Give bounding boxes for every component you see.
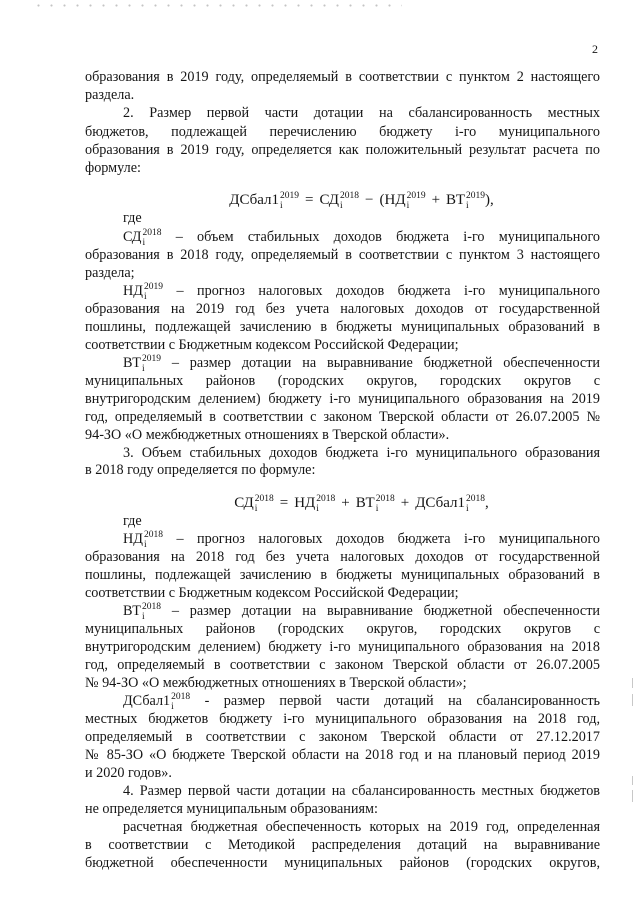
symbol-sub: i xyxy=(466,201,469,211)
where-label: где xyxy=(123,210,142,226)
definition-symbol xyxy=(123,282,163,300)
symbol-sup: 2018 xyxy=(340,191,360,201)
symbol-sub: i xyxy=(280,201,283,211)
text-line: год, определяемый в соответствии с законом Тверской области от 26.07.2005 № xyxy=(85,409,600,425)
symbol-sub: i xyxy=(171,702,174,712)
symbol-sup: 2019 xyxy=(406,191,426,201)
definition-text: – размер дотации на выравнивание бюджетной обеспеченности xyxy=(171,603,600,619)
paragraph-3-first-line: 3. Объем стабильных доходов бюджета i-го муниципального образования xyxy=(123,445,600,461)
formula-dsbal1-2019 xyxy=(123,189,600,211)
symbol-sub: i xyxy=(316,504,319,514)
symbol-scripts xyxy=(466,191,486,211)
formula-close: , xyxy=(485,495,489,511)
symbol-scripts xyxy=(340,191,360,211)
definition-line xyxy=(123,228,600,246)
text-line: бюджетной обеспеченности муниципальных районов (городских округов, xyxy=(85,855,600,871)
symbol-sup: 2019 xyxy=(143,282,163,292)
text-line: образования в 2018 году, определяемый в соответствии с пунктом 3 настоящего xyxy=(85,247,600,263)
text-line: раздела; xyxy=(85,265,135,281)
definition-line xyxy=(123,602,600,620)
definition-text: – размер дотации на выравнивание бюджетной обеспеченности xyxy=(171,355,600,371)
symbol-sup: 2018 xyxy=(141,602,161,612)
symbol-sub: i xyxy=(141,612,145,622)
text-line: бюджетов, подлежащей перечислению бюджету i-го муниципального xyxy=(85,124,600,140)
text-line: образования в 2019 году, определяется как положительный результат расчета по xyxy=(85,142,600,158)
symbol-base: ВТ xyxy=(123,603,141,619)
formula-operator: = xyxy=(305,192,314,208)
formula-symbol xyxy=(229,189,299,211)
symbol-sub: i xyxy=(340,201,343,211)
symbol-base: ВТ xyxy=(446,192,466,208)
formula-symbol xyxy=(384,189,425,211)
symbol-base: ВТ xyxy=(123,355,141,371)
formula-operator: + xyxy=(400,495,410,511)
symbol-sup: 2018 xyxy=(171,692,191,702)
symbol-base: НД xyxy=(123,283,143,299)
definition-line xyxy=(123,692,600,710)
formula-operator: + xyxy=(341,495,350,511)
scan-artifact-dots xyxy=(32,4,402,7)
text-line: формуле: xyxy=(85,160,141,176)
formula-sd-2018 xyxy=(123,492,600,514)
symbol-sup: 2019 xyxy=(280,191,300,201)
symbol-sub: i xyxy=(375,504,379,514)
symbol-sub: i xyxy=(143,292,147,302)
text-line: соответствии с Бюджетным кодексом Российской Федерации; xyxy=(85,337,459,353)
symbol-scripts xyxy=(142,228,162,248)
symbol-scripts xyxy=(280,191,300,211)
symbol-sup: 2019 xyxy=(466,191,486,201)
formula-close: ), xyxy=(485,192,494,208)
definition-symbol xyxy=(123,602,161,620)
text-line: определяемый в соответствии с законом Тверской области от 27.12.2017 xyxy=(85,729,600,745)
symbol-base: СД xyxy=(234,495,254,511)
symbol-sup: 2018 xyxy=(143,530,163,540)
symbol-scripts xyxy=(143,530,163,550)
symbol-sub: i xyxy=(143,540,147,550)
symbol-base: НД xyxy=(294,495,316,511)
symbol-sub: i xyxy=(406,201,410,211)
symbol-scripts xyxy=(466,494,486,514)
symbol-base: ДСбал1 xyxy=(229,192,280,208)
symbol-scripts xyxy=(141,354,161,374)
text-line: внутригородским делением) бюджету i-го муниципального образования на 2019 xyxy=(85,391,600,407)
symbol-base: НД xyxy=(384,192,406,208)
scan-artifact-mark xyxy=(632,776,633,785)
symbol-scripts xyxy=(171,692,191,712)
where-label: где xyxy=(123,513,142,529)
symbol-sub: i xyxy=(141,364,145,374)
text-line: в соответствии с Методикой распределения дотаций на выравнивание xyxy=(85,837,600,853)
text-line: образования в 2019 году, определяемый в соответствии с пунктом 2 настоящего xyxy=(85,69,600,85)
formula-symbol xyxy=(320,189,360,211)
text-line: пошлины, подлежащей зачислению в бюджеты муниципальных образований в xyxy=(85,319,600,335)
scan-artifact-mark xyxy=(632,678,633,688)
definition-symbol xyxy=(123,354,161,372)
symbol-scripts xyxy=(375,494,395,514)
definition-text: – прогноз налоговых доходов бюджета i-го муниципального xyxy=(176,531,601,547)
paragraph-4-first-line: 4. Размер первой части дотации на сбалансированность местных бюджетов xyxy=(123,783,600,799)
formula-symbol xyxy=(294,492,335,514)
formula-symbol xyxy=(356,492,395,514)
formula-operator: − xyxy=(365,192,374,208)
text-line: муниципальных районов (городских округов, городских округов с xyxy=(85,621,600,637)
definition-text: - размер первой части дотаций на сбалансированность xyxy=(204,693,600,709)
text-line: местных бюджетов бюджету i-го муниципального образования на 2018 год, xyxy=(85,711,600,727)
symbol-sup: 2018 xyxy=(142,228,162,238)
symbol-base: ВТ xyxy=(355,495,375,511)
symbol-sup: 2018 xyxy=(316,494,336,504)
symbol-base: НД xyxy=(123,531,143,547)
symbol-scripts xyxy=(141,602,161,622)
symbol-base: СД xyxy=(319,192,340,208)
scan-artifact-mark xyxy=(632,790,633,802)
symbol-sub: i xyxy=(466,504,469,514)
scan-artifact-mark xyxy=(632,694,633,706)
definition-text: – прогноз налоговых доходов бюджета i-го муниципального xyxy=(176,283,601,299)
formula-symbol xyxy=(234,492,274,514)
formula-symbol xyxy=(446,189,485,211)
text-line: раздела. xyxy=(85,87,135,103)
symbol-sup: 2019 xyxy=(141,354,161,364)
text-line: внутригородским делением) бюджету i-го муниципального образования на 2018 xyxy=(85,639,600,655)
text-line: образования на 2019 год без учета налоговых доходов от государственной xyxy=(85,301,600,317)
symbol-base: ДСбал1 xyxy=(415,495,466,511)
text-line: соответствии с Бюджетным кодексом Российской Федерации; xyxy=(85,585,459,601)
symbol-sup: 2018 xyxy=(254,494,274,504)
definition-line xyxy=(123,282,600,300)
text-line: образования на 2018 год без учета налоговых доходов от государственной xyxy=(85,549,600,565)
text-line: № 85-ЗО «О бюджете Тверской области на 2018 год и на плановый период 2019 xyxy=(85,747,600,763)
symbol-sup: 2018 xyxy=(375,494,395,504)
page-number: 2 xyxy=(592,42,598,56)
symbol-scripts xyxy=(406,191,426,211)
definition-symbol xyxy=(123,530,163,548)
text-line: и 2020 годов». xyxy=(85,765,172,781)
definition-symbol xyxy=(123,228,161,246)
text-line: пошлины, подлежащей зачислению в бюджеты муниципальных образований в xyxy=(85,567,600,583)
paragraph-2-first-line: 2. Размер первой части дотации на сбалансированность местных xyxy=(123,105,600,121)
text-line: год, определяемый в соответствии с законом Тверской области от 26.07.2005 xyxy=(85,657,600,673)
symbol-scripts xyxy=(316,494,336,514)
text-line: муниципальных районов (городских округов, городских округов с xyxy=(85,373,600,389)
text-line: № 94-ЗО «О межбюджетных отношениях в Тверской области»; xyxy=(85,675,467,691)
definition-text: – объем стабильных доходов бюджета i-го муниципального xyxy=(175,229,601,245)
symbol-scripts xyxy=(254,494,274,514)
formula-operator: = xyxy=(279,495,289,511)
formula-symbol xyxy=(415,492,485,514)
text-line: не определяется муниципальным образованиям: xyxy=(85,801,378,817)
symbol-sub: i xyxy=(254,504,258,514)
definition-line xyxy=(123,354,600,372)
definition-line xyxy=(123,530,600,548)
formula-operator: + xyxy=(431,192,441,208)
text-line: 94-ЗО «О межбюджетных отношениях в Тверской области». xyxy=(85,427,450,443)
symbol-base: ДСбал1 xyxy=(123,693,171,709)
text-line: расчетная бюджетная обеспеченность которых на 2019 год, определенная xyxy=(123,819,600,835)
text-line: в 2018 году определяется по формуле: xyxy=(85,462,316,478)
symbol-base: СД xyxy=(123,229,142,245)
symbol-scripts xyxy=(143,282,163,302)
symbol-sub: i xyxy=(142,238,146,248)
symbol-sup: 2018 xyxy=(466,494,486,504)
definition-symbol xyxy=(123,692,190,710)
formula-paren: ( xyxy=(379,192,385,208)
